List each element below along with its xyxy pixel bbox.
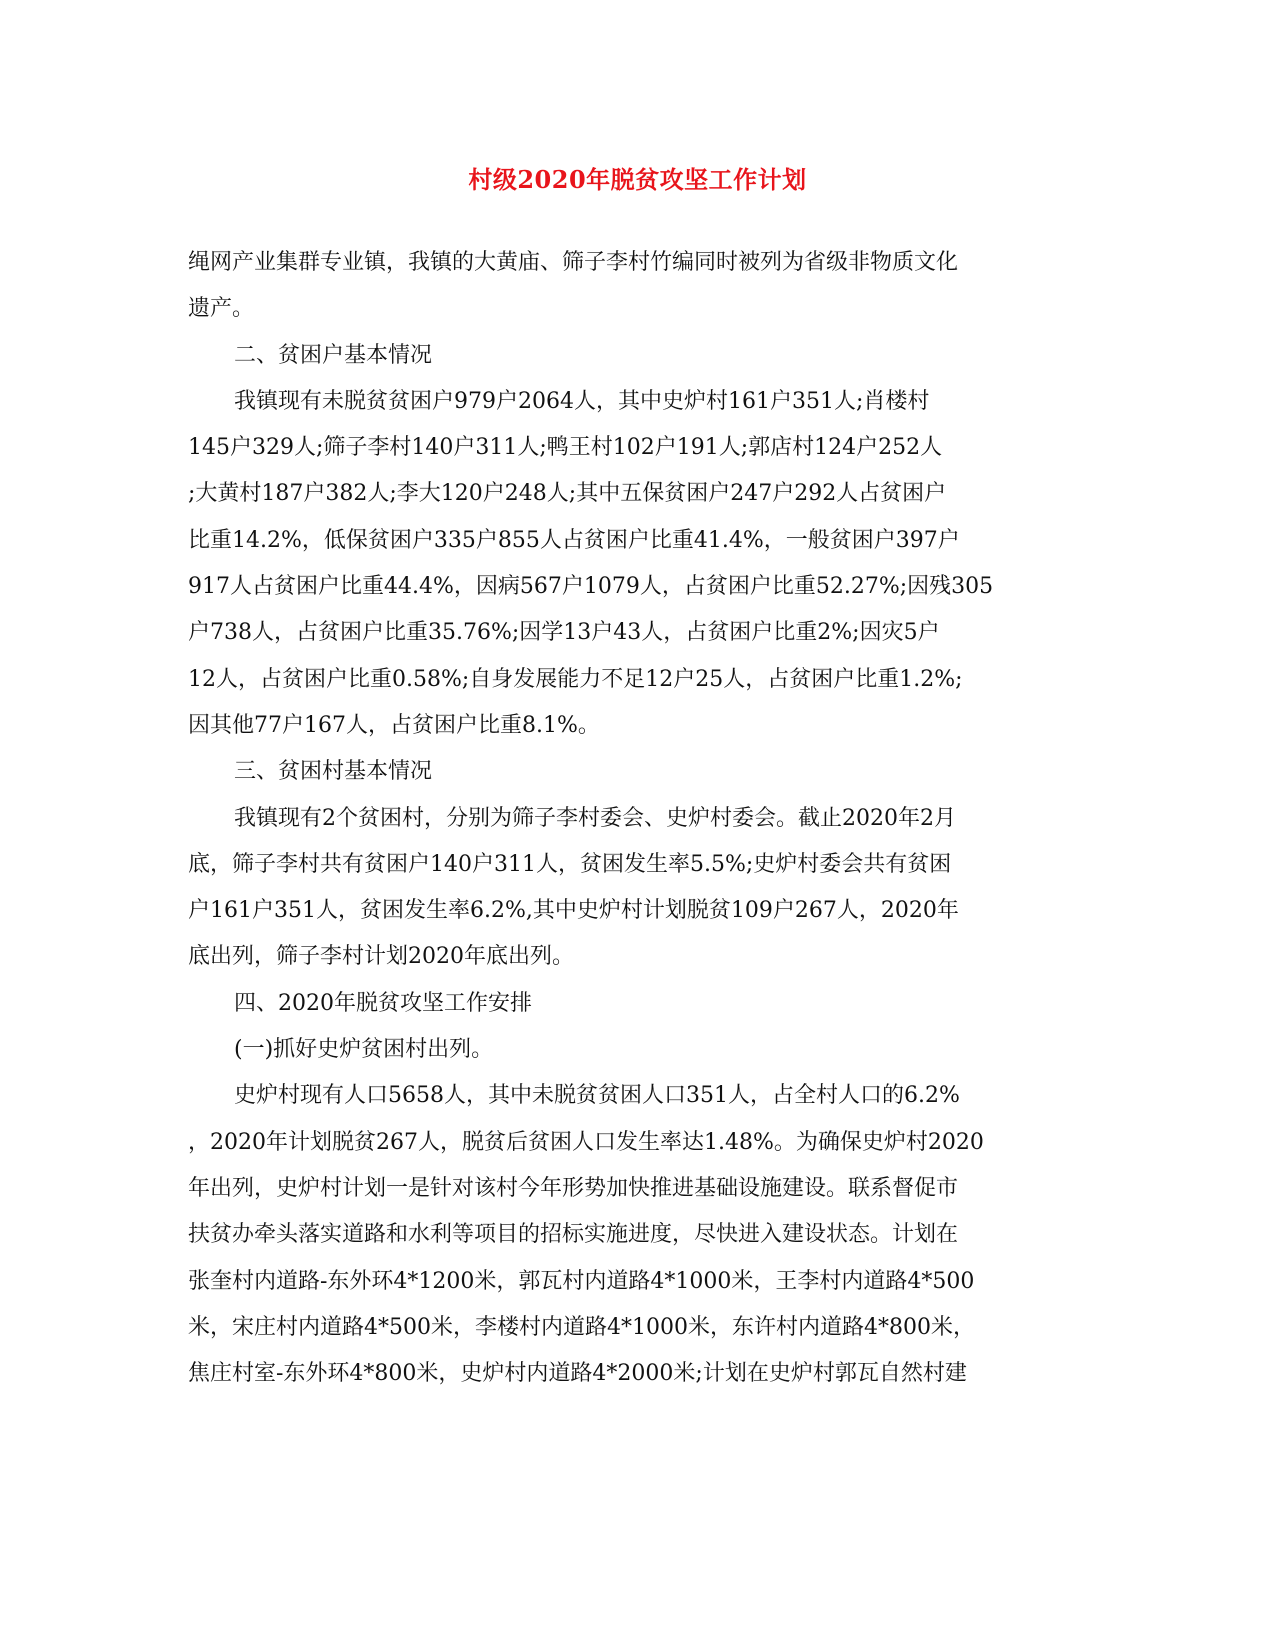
text-line: 焦庄村室-东外环4*800米，史炉村内道路4*2000米;计划在史炉村郭瓦自然村建 xyxy=(188,1361,967,1387)
text-line: 扶贫办牵头落实道路和水利等项目的招标实施进度，尽快进入建设状态。计划在 xyxy=(188,1222,959,1248)
text-line: 年出列，史炉村计划一是针对该村今年形势加快推进基础设施建设。联系督促市 xyxy=(188,1175,959,1201)
text-line: 户738人，占贫困户比重35.76%;因学13户43人，占贫困户比重2%;因灾5户 xyxy=(188,620,940,646)
text-line: 四、2020年脱贫攻坚工作安排 xyxy=(234,990,532,1016)
text-line: ;大黄村187户382人;李大120户248人;其中五保贫困户247户292人占贫困户 xyxy=(188,481,947,507)
text-line: 因其他77户167人，占贫困户比重8.1%。 xyxy=(188,712,600,738)
text-line: 三、贫困村基本情况 xyxy=(234,759,433,785)
text-line: 我镇现有2个贫困村，分别为筛子李村委会、史炉村委会。截止2020年2月 xyxy=(234,805,956,831)
text-line: (一)抓好史炉贫困村出列。 xyxy=(234,1037,494,1063)
text-line: 户161户351人，贫困发生率6.2%,其中史炉村计划脱贫109户267人，2020年 xyxy=(188,898,959,924)
text-line: 米，宋庄村内道路4*500米，李楼村内道路4*1000米，东许村内道路4*800米， xyxy=(188,1314,975,1340)
text-line: 145户329人;筛子李村140户311人;鸭王村102户191人;郭店村124户252人 xyxy=(188,435,943,461)
document-title: 村级2020年脱贫攻坚工作计划 xyxy=(468,165,807,194)
text-line: 史炉村现有人口5658人，其中未脱贫贫困人口351人，占全村人口的6.2% xyxy=(234,1083,960,1109)
text-line: 张奎村内道路-东外环4*1200米，郭瓦村内道路4*1000米，王李村内道路4*500 xyxy=(188,1268,975,1294)
text-line: 917人占贫困户比重44.4%，因病567户1079人，占贫困户比重52.27%;因残305 xyxy=(188,574,994,600)
text-line: 二、贫困户基本情况 xyxy=(234,342,433,368)
text-line: 我镇现有未脱贫贫困户979户2064人，其中史炉村161户351人;肖楼村 xyxy=(234,388,930,414)
text-line: 绳网产业集群专业镇，我镇的大黄庙、筛子李村竹编同时被列为省级非物质文化 xyxy=(188,250,959,275)
text-line: ，2020年计划脱贫267人，脱贫后贫困人口发生率达1.48%。为确保史炉村2020 xyxy=(188,1129,984,1155)
text-line: 12人，占贫困户比重0.58%;自身发展能力不足12户25人，占贫困户比重1.2%; xyxy=(188,666,963,692)
text-line: 遗产。 xyxy=(188,296,255,322)
text-line: 底出列，筛子李村计划2020年底出列。 xyxy=(188,944,574,970)
text-line: 比重14.2%，低保贫困户335户855人占贫困户比重41.4%，一般贫困户397户 xyxy=(188,527,960,553)
text-line: 底，筛子李村共有贫困户140户311人，贫困发生率5.5%;史炉村委会共有贫困 xyxy=(188,851,952,877)
document-body xyxy=(188,240,1088,1397)
